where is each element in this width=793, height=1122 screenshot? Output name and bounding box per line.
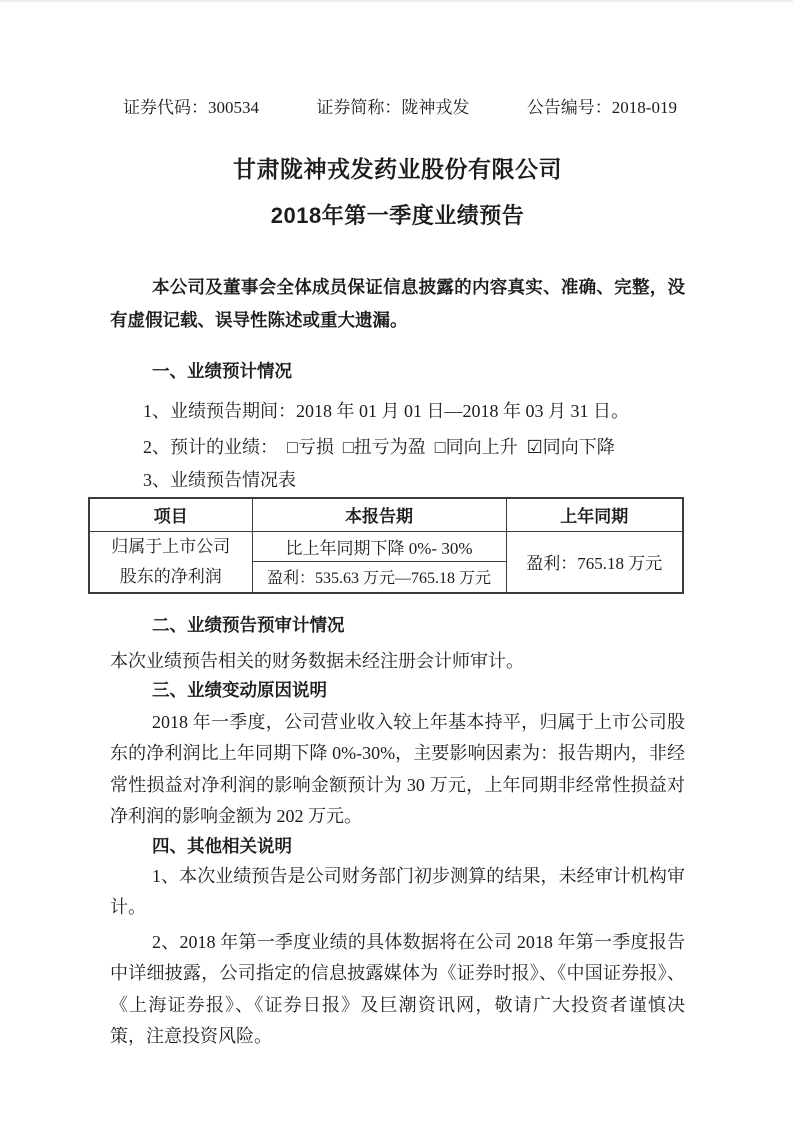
stock-name: 证券简称：陇神戎发: [316, 98, 470, 117]
other-note-2: 2、2018 年第一季度业绩的具体数据将在公司 2018 年第一季度报告中详细披露，公司指定的信息披露媒体为《证券时报》、《中国证券报》、《上海证券报》、《证券日报》及巨潮资讯网，敬请广大投资者谨慎决策，注意投资风险。: [110, 931, 685, 1046]
current-period-change-cell: 比上年同期下降 0%- 30%: [252, 531, 506, 562]
other-note-1: 1、本次业绩预告是公司财务部门初步测算的结果，未经审计机构审计。: [110, 865, 685, 917]
forecast-type-label: 2、预计的业绩：: [143, 437, 278, 457]
section-2-heading: 二、业绩预告预审计情况: [152, 614, 345, 635]
change-reason-text: 2018 年一季度，公司营业收入较上年基本持平，归属于上市公司股东的净利润比上年同期下降 0%-30%，主要影响因素为：报告期内，非经常性损益对净利润的影响金额预计为 30 万元，上年同期非经常性损益对净利润的影响金额为 202 万元。: [110, 711, 685, 826]
forecast-table: [88, 497, 684, 594]
document-header: [110, 98, 685, 118]
checkbox-option-same-direction-up: □同向上升: [434, 437, 518, 457]
section-4-heading: 四、其他相关说明: [152, 835, 292, 856]
checkbox-option-turn-profit: □扭亏为盈: [342, 437, 426, 457]
checkbox-option-loss: □亏损: [287, 437, 334, 457]
table-header-row: [89, 498, 683, 531]
company-title: 甘肃陇神戎发药业股份有限公司: [233, 156, 562, 182]
checkbox-option-same-direction-down-checked: ☑同向下降: [526, 437, 615, 457]
section-1-heading: 一、业绩预计情况: [152, 361, 292, 381]
section-3-heading: 三、业绩变动原因说明: [152, 679, 327, 700]
net-profit-row-label: 归属于上市公司股东的净利润: [89, 531, 252, 593]
audit-status-text: 本次业绩预告相关的财务数据未经注册会计师审计。: [110, 650, 524, 671]
current-period-range-cell: 盈利：535.63 万元—765.18 万元: [252, 562, 506, 593]
declaration-statement: 本公司及董事会全体成员保证信息披露的内容真实、准确、完整，没有虚假记载、误导性陈述或重大遗漏。: [110, 277, 685, 330]
document-page: [0, 2, 793, 1122]
col-header-item: 项目: [89, 498, 252, 531]
col-header-prior-period: 上年同期: [506, 498, 683, 531]
announcement-number: 公告编号：2018-019: [526, 98, 677, 117]
forecast-table-caption: 3、业绩预告情况表: [143, 470, 296, 490]
prior-period-value-cell: 盈利：765.18 万元: [506, 531, 683, 593]
stock-code: 证券代码：300534: [123, 98, 259, 117]
forecast-period-line: 1、业绩预告期间：2018 年 01 月 01 日—2018 年 03 月 31 日。: [143, 401, 629, 421]
col-header-current-period: 本报告期: [252, 498, 506, 531]
report-subtitle: 2018年第一季度业绩预告: [270, 203, 525, 228]
forecast-type-line: [110, 431, 685, 464]
table-row: [89, 531, 683, 562]
